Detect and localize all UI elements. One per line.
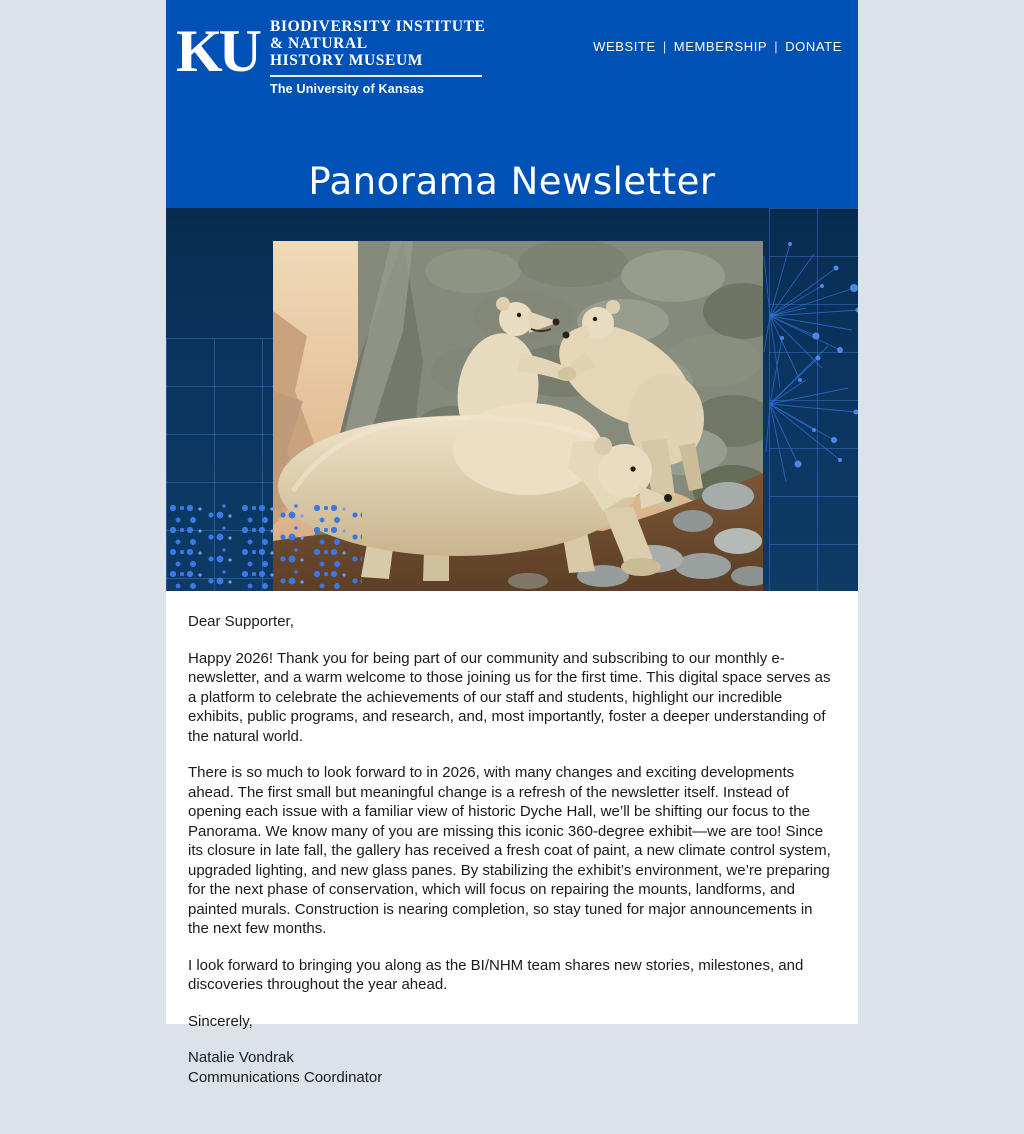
nav-separator: | [774,39,779,54]
logo-divider [270,75,482,77]
grid-pattern-left [166,338,273,591]
polar-bears-diorama-photo [273,241,763,591]
top-nav [593,39,842,54]
paragraph-3: I look forward to bringing you along as the BI/NHM team shares new stories, milestones, and discoveries throughout the year ahead. [188,956,804,993]
logo-line-1: BIODIVERSITY INSTITUTE [270,18,486,35]
nav-membership-link[interactable]: MEMBERSHIP [673,39,768,54]
burst-top [764,242,858,388]
logo-text [270,12,486,96]
network-burst-decoration [763,228,858,558]
logo-line-3: HISTORY MUSEUM [270,52,423,69]
newsletter-title: Panorama Newsletter [308,160,716,203]
burst-bottom [766,336,858,482]
nav-donate-link[interactable]: DONATE [785,39,842,54]
ku-logo[interactable] [176,12,486,96]
signature-name: Natalie Vondrak [188,1049,294,1066]
letter-body [166,591,858,1134]
masthead [166,0,858,208]
logo-tagline: The University of Kansas [270,82,425,96]
ku-mark-icon: KU [176,18,258,84]
logo-line-2: & NATURAL [270,35,368,52]
hero-section [166,208,858,591]
closing: Sincerely, [188,1012,253,1030]
paragraph-1: Happy 2026! Thank you for being part of our community and subscribing to our monthly e-newsletter, and a warm welcome to those joining us for the first time. This digital space serves as a platform to celebrate the achievements of our staff and students, highlight our incredible exhibits, public programs, and research, and, most importantly, foster a deeper understanding of the natural world. [188,649,831,745]
greeting: Dear Supporter, [188,613,294,630]
grid-pattern-right [769,208,858,591]
signature-title: Communications Coordinator [188,1068,383,1086]
nav-separator: | [662,39,667,54]
nav-website-link[interactable]: WEBSITE [593,39,656,54]
email-newsletter [166,0,858,1086]
paragraph-2: There is so much to look forward to in 2026, with many changes and exciting developments ahead. The first small but meaningful change is a refresh of the newsletter itself. Instead of opening each issue with a familiar view of historic Dyche Hall, we’ll be shifting our focus to the Panorama. We know many of you are missing this iconic 360-degree exhibit—we are too! Since its closure in late fall, the gallery has received a fresh coat of paint, a new climate control system, upgraded lighting, and new glass panes. By stabilizing the exhibit’s environment, we’re preparing for the next phase of conservation, which will focus on repairing the mounts, landforms, and painted murals. Construction is nearing completion, so stay tuned for major announcements in the next few months. [188,764,831,937]
